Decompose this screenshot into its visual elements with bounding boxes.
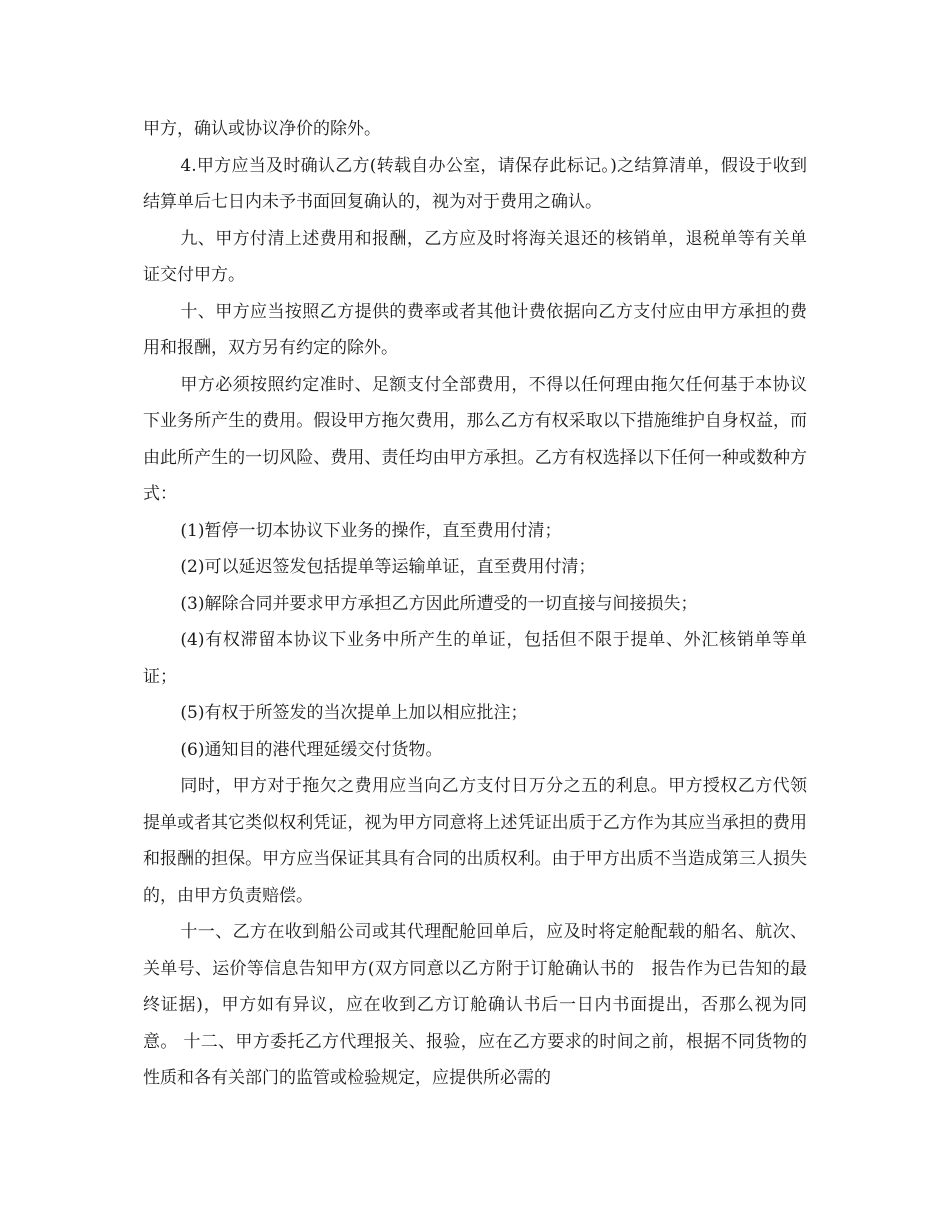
list-item-5: (5)有权于所签发的当次提单上加以相应批注； (180, 703, 528, 723)
paragraph-1: 4.甲方应当及时确认乙方(转载自办公室，请保存此标记。)之结算清单，假设于收到结算单后七日内未予书面回复确认的，视为对于费用之确认。 (143, 155, 807, 212)
document-body (143, 111, 807, 1097)
list-item-6: (6)通知目的港代理延缓交付货物。 (180, 739, 443, 760)
paragraph-11: 同时，甲方对于拖欠之费用应当向乙方支付日万分之五的利息。甲方授权乙方代领提单或者其它类似权利凭证，视为甲方同意将上述凭证出质于乙方作为其应当承担的费用和报酬的担保。甲方应当保证其具有合同的出质权利。由于甲方出质不当造成第三人损失的，由甲方负责赔偿。 (143, 776, 807, 906)
paragraph-12: 十一、乙方在收到船公司或其代理配舱回单后，应及时将定舱配载的船名、航次、关单号、运价等信息告知甲方(双方同意以乙方附于订舱确认书的 报告作为已告知的最终证据)，甲方如有异议，应在收到乙方订舱确认书后一日内书面提出，否那么视为同意。 十二、甲方委托乙方代理报关、报验，应在乙方要求的时间之前，根据不同货物的性质和各有关部门的监管或检验规定，应提供所必需的 (143, 922, 807, 1088)
paragraph-2: 九、甲方付清上述费用和报酬，乙方应及时将海关退还的核销单，退税单等有关单证交付甲方。 (143, 228, 807, 285)
list-item-4: (4)有权滞留本协议下业务中所产生的单证，包括但不限于提单、外汇核销单等单证； (143, 630, 807, 687)
paragraph-3: 十、甲方应当按照乙方提供的费率或者其他计费依据向乙方支付应由甲方承担的费用和报酬，双方另有约定的除外。 (143, 301, 807, 358)
list-item-3: (3)解除合同并要求甲方承担乙方因此所遭受的一切直接与间接损失； (180, 593, 698, 614)
paragraph-0: 甲方，确认或协议净价的除外。 (143, 119, 381, 139)
paragraph-4: 甲方必须按照约定准时、足额支付全部费用，不得以任何理由拖欠任何基于本协议下业务所产生的费用。假设甲方拖欠费用，那么乙方有权采取以下措施维护自身权益，而由此所产生的一切风险、费用、责任均由甲方承担。乙方有权选择以下任何一种或数种方式： (143, 374, 807, 504)
list-item-2: (2)可以延迟签发包括提单等运输单证，直至费用付清； (180, 557, 596, 577)
list-item-1: (1)暂停一切本协议下业务的操作，直至费用付清； (180, 520, 562, 541)
